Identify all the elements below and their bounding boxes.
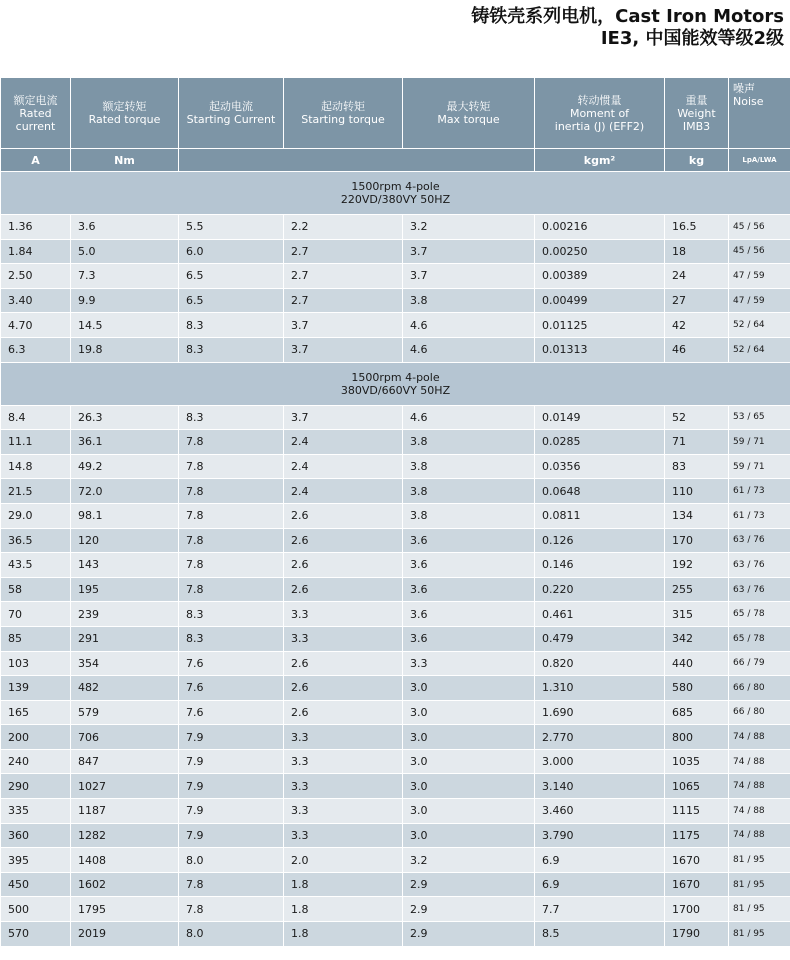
table-cell: 3.140 — [535, 774, 665, 799]
section-header — [1, 172, 790, 215]
col-starting-torque: 起动转矩 Starting torque — [284, 78, 403, 149]
table-cell: 66 / 80 — [729, 676, 790, 701]
table-cell: 8.5 — [535, 922, 665, 947]
table-cell: 7.6 — [179, 700, 284, 725]
table-cell: 1.84 — [1, 239, 71, 264]
table-cell: 3.790 — [535, 823, 665, 848]
table-body — [1, 172, 790, 947]
table-cell: 6.9 — [535, 872, 665, 897]
table-cell: 3.6 — [403, 602, 535, 627]
table-cell: 8.3 — [179, 313, 284, 338]
table-cell: 7.9 — [179, 749, 284, 774]
table-cell: 4.6 — [403, 337, 535, 362]
col-max-torque: 最大转矩 Max torque — [403, 78, 535, 149]
table-cell: 4.70 — [1, 313, 71, 338]
table-cell: 706 — [71, 725, 179, 750]
unit-rated-current: A — [1, 149, 71, 172]
table-cell: 59 / 71 — [729, 454, 790, 479]
table-cell: 74 / 88 — [729, 725, 790, 750]
table-row — [1, 454, 790, 479]
table-cell: 7.9 — [179, 725, 284, 750]
table-cell: 0.820 — [535, 651, 665, 676]
table-cell: 440 — [665, 651, 729, 676]
title-line-1: 铸铁壳系列电机，Cast Iron Motors — [471, 6, 784, 27]
table-row — [1, 749, 790, 774]
table-cell: 70 — [1, 602, 71, 627]
table-row — [1, 725, 790, 750]
table-cell: 4.6 — [403, 405, 535, 430]
table-row — [1, 872, 790, 897]
table-cell: 2.4 — [284, 454, 403, 479]
table-cell: 5.5 — [179, 215, 284, 240]
table-cell: 1670 — [665, 848, 729, 873]
document-title — [471, 6, 784, 50]
table-cell: 8.3 — [179, 337, 284, 362]
unit-inertia: kgm² — [535, 149, 665, 172]
table-cell: 3.7 — [403, 239, 535, 264]
table-cell: 2.6 — [284, 676, 403, 701]
table-cell: 7.8 — [179, 897, 284, 922]
table-cell: 342 — [665, 626, 729, 651]
table-cell: 0.220 — [535, 577, 665, 602]
unit-row — [1, 149, 790, 172]
table-cell: 7.7 — [535, 897, 665, 922]
table-cell: 3.7 — [284, 405, 403, 430]
table-row — [1, 897, 790, 922]
table-row — [1, 823, 790, 848]
table-cell: 192 — [665, 553, 729, 578]
table-row — [1, 313, 790, 338]
table-cell: 18 — [665, 239, 729, 264]
table-cell: 7.6 — [179, 676, 284, 701]
table-cell: 74 / 88 — [729, 799, 790, 824]
table-cell: 7.9 — [179, 799, 284, 824]
table-cell: 291 — [71, 626, 179, 651]
table-cell: 0.00250 — [535, 239, 665, 264]
table-cell: 800 — [665, 725, 729, 750]
table-cell: 24 — [665, 264, 729, 289]
table-cell: 579 — [71, 700, 179, 725]
table-cell: 2.770 — [535, 725, 665, 750]
table-cell: 3.6 — [403, 528, 535, 553]
table-cell: 240 — [1, 749, 71, 774]
table-row — [1, 479, 790, 504]
table-cell: 6.5 — [179, 264, 284, 289]
section-speed: 1500rpm 4-pole — [351, 370, 440, 384]
table-row — [1, 430, 790, 455]
table-cell: 103 — [1, 651, 71, 676]
table-cell: 255 — [665, 577, 729, 602]
table-cell: 21.5 — [1, 479, 71, 504]
table-cell: 0.479 — [535, 626, 665, 651]
table-cell: 3.0 — [403, 700, 535, 725]
table-cell: 4.6 — [403, 313, 535, 338]
table-cell: 47 / 59 — [729, 288, 790, 313]
table-cell: 43.5 — [1, 553, 71, 578]
table-cell: 2.6 — [284, 528, 403, 553]
table-cell: 2.7 — [284, 239, 403, 264]
table-cell: 81 / 95 — [729, 922, 790, 947]
table-cell: 65 / 78 — [729, 602, 790, 627]
table-cell: 195 — [71, 577, 179, 602]
table-cell: 200 — [1, 725, 71, 750]
table-cell: 2.7 — [284, 288, 403, 313]
section-voltage: 220VD/380VY 50HZ — [340, 193, 451, 206]
table-cell: 7.6 — [179, 651, 284, 676]
table-cell: 3.6 — [403, 626, 535, 651]
table-cell: 1795 — [71, 897, 179, 922]
table-cell: 3.3 — [403, 651, 535, 676]
table-cell: 63 / 76 — [729, 528, 790, 553]
table-cell: 74 / 88 — [729, 749, 790, 774]
table-cell: 335 — [1, 799, 71, 824]
table-cell: 74 / 88 — [729, 774, 790, 799]
table-cell: 3.8 — [403, 503, 535, 528]
table-cell: 42 — [665, 313, 729, 338]
table-cell: 3.2 — [403, 215, 535, 240]
table-cell: 16.5 — [665, 215, 729, 240]
table-cell: 47 / 59 — [729, 264, 790, 289]
table-cell: 110 — [665, 479, 729, 504]
col-noise: 噪声 Noise — [729, 78, 790, 149]
table-cell: 71 — [665, 430, 729, 455]
table-cell: 580 — [665, 676, 729, 701]
table-cell: 847 — [71, 749, 179, 774]
table-cell: 2.6 — [284, 553, 403, 578]
table-cell: 2.50 — [1, 264, 71, 289]
table-row — [1, 799, 790, 824]
table-cell: 3.3 — [284, 799, 403, 824]
table-cell: 0.00499 — [535, 288, 665, 313]
table-cell: 36.5 — [1, 528, 71, 553]
table-cell: 66 / 80 — [729, 700, 790, 725]
section-voltage: 380VD/660VY 50HZ — [340, 383, 451, 397]
table-cell: 482 — [71, 676, 179, 701]
table-cell: 7.8 — [179, 872, 284, 897]
table-cell: 3.8 — [403, 430, 535, 455]
col-rated-torque: 额定转矩 Rated torque — [71, 78, 179, 149]
table-cell: 3.3 — [284, 602, 403, 627]
table-cell: 45 / 56 — [729, 239, 790, 264]
col-rated-current: 额定电流 Rated current — [1, 78, 71, 149]
col-starting-current: 起动电流 Starting Current — [179, 78, 284, 149]
table-cell: 2.6 — [284, 700, 403, 725]
table-cell: 170 — [665, 528, 729, 553]
table-cell: 49.2 — [71, 454, 179, 479]
table-cell: 52 — [665, 405, 729, 430]
table-cell: 7.8 — [179, 577, 284, 602]
unit-weight: kg — [665, 149, 729, 172]
table-cell: 0.01125 — [535, 313, 665, 338]
table-cell: 7.9 — [179, 823, 284, 848]
table-row — [1, 528, 790, 553]
table-cell: 3.0 — [403, 823, 535, 848]
table-cell: 134 — [665, 503, 729, 528]
table-cell: 98.1 — [71, 503, 179, 528]
table-cell: 53 / 65 — [729, 405, 790, 430]
table-cell: 6.9 — [535, 848, 665, 873]
table-row — [1, 700, 790, 725]
table-cell: 59 / 71 — [729, 430, 790, 455]
table-row — [1, 239, 790, 264]
table-row — [1, 215, 790, 240]
table-cell: 46 — [665, 337, 729, 362]
table-cell: 1700 — [665, 897, 729, 922]
table-cell: 3.6 — [403, 577, 535, 602]
table-cell: 685 — [665, 700, 729, 725]
table-cell: 3.3 — [284, 823, 403, 848]
table-row — [1, 676, 790, 701]
table-cell: 3.3 — [284, 725, 403, 750]
table-cell: 315 — [665, 602, 729, 627]
table-cell: 1670 — [665, 872, 729, 897]
unit-noise: LpA/LWA — [729, 149, 790, 172]
table-cell: 7.8 — [179, 430, 284, 455]
table-row — [1, 264, 790, 289]
table-cell: 27 — [665, 288, 729, 313]
section-label — [1, 362, 790, 405]
table-cell: 7.8 — [179, 528, 284, 553]
table-cell: 9.9 — [71, 288, 179, 313]
table-cell: 239 — [71, 602, 179, 627]
table-row — [1, 577, 790, 602]
table-cell: 63 / 76 — [729, 553, 790, 578]
table-cell: 3.0 — [403, 749, 535, 774]
title-line-2: IE3, 中国能效等级2级 — [600, 28, 784, 49]
table-cell: 290 — [1, 774, 71, 799]
table-cell: 450 — [1, 872, 71, 897]
table-cell: 8.0 — [179, 922, 284, 947]
table-cell: 1.8 — [284, 872, 403, 897]
table-cell: 3.3 — [284, 774, 403, 799]
table-row — [1, 337, 790, 362]
table-cell: 3.7 — [403, 264, 535, 289]
table-cell: 360 — [1, 823, 71, 848]
table-cell: 0.146 — [535, 553, 665, 578]
table-cell: 1065 — [665, 774, 729, 799]
table-cell: 1187 — [71, 799, 179, 824]
table-cell: 74 / 88 — [729, 823, 790, 848]
table-cell: 7.9 — [179, 774, 284, 799]
table-cell: 3.7 — [284, 337, 403, 362]
table-cell: 8.0 — [179, 848, 284, 873]
table-cell: 8.3 — [179, 405, 284, 430]
table-cell: 0.0811 — [535, 503, 665, 528]
table-row — [1, 626, 790, 651]
table-cell: 1035 — [665, 749, 729, 774]
table-cell: 81 / 95 — [729, 872, 790, 897]
table-cell: 3.6 — [403, 553, 535, 578]
table-cell: 7.3 — [71, 264, 179, 289]
table-cell: 1.8 — [284, 922, 403, 947]
table-row — [1, 774, 790, 799]
table-row — [1, 288, 790, 313]
table-cell: 2.6 — [284, 503, 403, 528]
table-cell: 81 / 95 — [729, 848, 790, 873]
table-cell: 1790 — [665, 922, 729, 947]
table-cell: 8.3 — [179, 626, 284, 651]
table-cell: 3.8 — [403, 479, 535, 504]
table-cell: 354 — [71, 651, 179, 676]
table-cell: 2.9 — [403, 922, 535, 947]
table-cell: 3.0 — [403, 676, 535, 701]
table-cell: 2.6 — [284, 577, 403, 602]
table-cell: 1.8 — [284, 897, 403, 922]
table-cell: 2.7 — [284, 264, 403, 289]
table-cell: 2.6 — [284, 651, 403, 676]
motor-spec-table — [0, 77, 790, 947]
table-cell: 0.00389 — [535, 264, 665, 289]
table-cell: 7.8 — [179, 479, 284, 504]
table-cell: 3.0 — [403, 799, 535, 824]
table-cell: 500 — [1, 897, 71, 922]
table-cell: 61 / 73 — [729, 503, 790, 528]
table-cell: 0.0648 — [535, 479, 665, 504]
table-row — [1, 602, 790, 627]
table-cell: 8.4 — [1, 405, 71, 430]
table-cell: 3.3 — [284, 626, 403, 651]
table-cell: 66 / 79 — [729, 651, 790, 676]
table-cell: 83 — [665, 454, 729, 479]
table-cell: 3.8 — [403, 454, 535, 479]
table-cell: 2.9 — [403, 897, 535, 922]
table-row — [1, 651, 790, 676]
table-cell: 1115 — [665, 799, 729, 824]
table-cell: 72.0 — [71, 479, 179, 504]
table-cell: 3.000 — [535, 749, 665, 774]
table-cell: 58 — [1, 577, 71, 602]
table-row — [1, 503, 790, 528]
table-cell: 2019 — [71, 922, 179, 947]
table-cell: 1175 — [665, 823, 729, 848]
table-cell: 81 / 95 — [729, 897, 790, 922]
table-row — [1, 405, 790, 430]
table-cell: 3.2 — [403, 848, 535, 873]
table-cell: 2.2 — [284, 215, 403, 240]
table-cell: 165 — [1, 700, 71, 725]
section-speed: 1500rpm 4-pole — [351, 180, 440, 193]
table-cell: 3.460 — [535, 799, 665, 824]
table-cell: 14.5 — [71, 313, 179, 338]
table-cell: 52 / 64 — [729, 337, 790, 362]
table-cell: 2.0 — [284, 848, 403, 873]
table-cell: 0.00216 — [535, 215, 665, 240]
table-cell: 3.40 — [1, 288, 71, 313]
table-cell: 45 / 56 — [729, 215, 790, 240]
table-cell: 1602 — [71, 872, 179, 897]
header-row — [1, 78, 790, 149]
table-cell: 570 — [1, 922, 71, 947]
table-cell: 2.9 — [403, 872, 535, 897]
section-label — [1, 172, 790, 215]
table-cell: 65 / 78 — [729, 626, 790, 651]
table-cell: 1282 — [71, 823, 179, 848]
table-cell: 0.0149 — [535, 405, 665, 430]
col-weight: 重量 Weight IMB3 — [665, 78, 729, 149]
table-cell: 1027 — [71, 774, 179, 799]
table-cell: 3.3 — [284, 749, 403, 774]
table-row — [1, 848, 790, 873]
table-cell: 6.5 — [179, 288, 284, 313]
table-cell: 3.0 — [403, 725, 535, 750]
table-cell: 6.0 — [179, 239, 284, 264]
table-cell: 1.36 — [1, 215, 71, 240]
table-cell: 7.8 — [179, 503, 284, 528]
table-cell: 61 / 73 — [729, 479, 790, 504]
table-cell: 3.7 — [284, 313, 403, 338]
table-cell: 3.6 — [71, 215, 179, 240]
table-cell: 63 / 76 — [729, 577, 790, 602]
table-cell: 8.3 — [179, 602, 284, 627]
table-cell: 0.461 — [535, 602, 665, 627]
table-cell: 0.126 — [535, 528, 665, 553]
table-row — [1, 553, 790, 578]
table-cell: 5.0 — [71, 239, 179, 264]
table-cell: 120 — [71, 528, 179, 553]
unit-empty — [179, 149, 535, 172]
table-cell: 3.8 — [403, 288, 535, 313]
unit-rated-torque: Nm — [71, 149, 179, 172]
table-cell: 7.8 — [179, 454, 284, 479]
section-header — [1, 362, 790, 405]
table-cell: 2.4 — [284, 479, 403, 504]
table-cell: 0.01313 — [535, 337, 665, 362]
table-row — [1, 922, 790, 947]
table-cell: 36.1 — [71, 430, 179, 455]
table-cell: 26.3 — [71, 405, 179, 430]
table-cell: 1.310 — [535, 676, 665, 701]
table-cell: 19.8 — [71, 337, 179, 362]
table-cell: 0.0356 — [535, 454, 665, 479]
table-cell: 0.0285 — [535, 430, 665, 455]
table-cell: 2.4 — [284, 430, 403, 455]
table-cell: 14.8 — [1, 454, 71, 479]
table-cell: 1408 — [71, 848, 179, 873]
table-cell: 29.0 — [1, 503, 71, 528]
col-inertia: 转动惯量 Moment of inertia (J) (EFF2) — [535, 78, 665, 149]
table-cell: 11.1 — [1, 430, 71, 455]
table-cell: 85 — [1, 626, 71, 651]
table-cell: 52 / 64 — [729, 313, 790, 338]
table-cell: 6.3 — [1, 337, 71, 362]
table-cell: 139 — [1, 676, 71, 701]
table-cell: 7.8 — [179, 553, 284, 578]
table-cell: 3.0 — [403, 774, 535, 799]
table-cell: 143 — [71, 553, 179, 578]
table-cell: 395 — [1, 848, 71, 873]
table-cell: 1.690 — [535, 700, 665, 725]
